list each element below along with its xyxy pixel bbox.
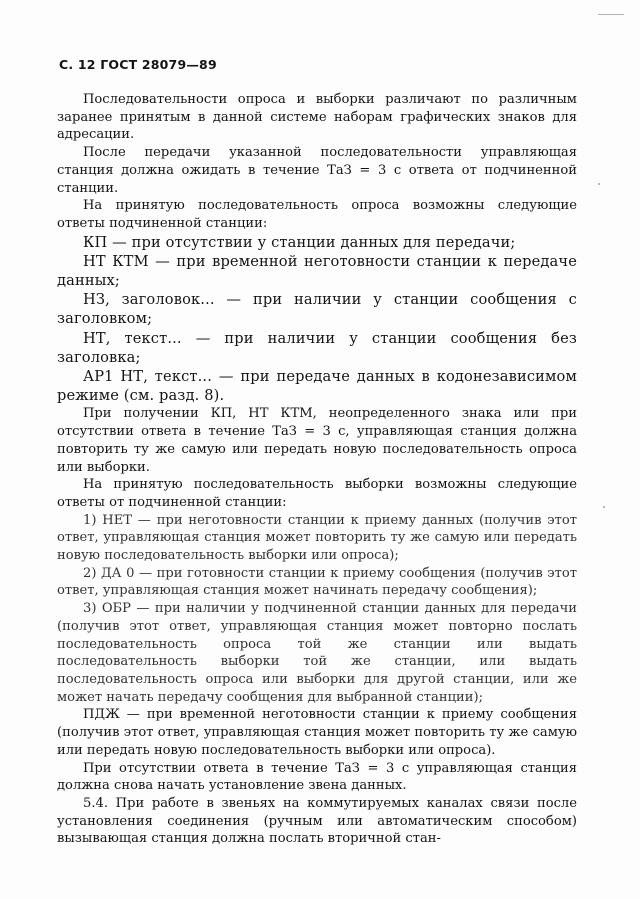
- body-text: [57, 91, 577, 848]
- page-header: С. 12 ГОСТ 28079—89: [59, 57, 217, 72]
- paragraph: 3) ОБР — при наличии у подчиненной станции данных для передачи (получив этот ответ, управляющая станция может повторно послать последовательность опроса той же станции или выдать последовательность выборки той же станции, или выдать последовательность опроса или выборки для другой станции, или же может начать передачу сообщения для выбранной станции);: [57, 601, 577, 705]
- corner-scan-mark: [598, 14, 624, 15]
- paragraph: Последовательности опроса и выборки различают по различным заранее принятым в данной системе наборам графических знаков для адресации.: [57, 92, 577, 143]
- paragraph: КП — при отсутствии у станции данных для передачи;: [83, 233, 516, 251]
- paragraph: НЗ, заголовок... — при наличии у станции сообщения с заголовком;: [57, 291, 577, 328]
- paragraph: ПДЖ — при временной неготовности станции к приему сообщения (получив этот ответ, управляющая станция может повторить ту же самую или передать новую последовательность выборки или опроса).: [57, 707, 577, 758]
- paragraph: На принятую последовательность опроса возможны следующие ответы подчиненной станции:: [57, 198, 577, 231]
- paragraph: 1) НЕТ — при неготовности станции к приему данных (получив этот ответ, управляющая станция может повторить ту же самую или передать новую последовательность выборки или опроса);: [57, 512, 577, 564]
- paragraph: На принятую последовательность выборки возможны следующие ответы от подчиненной станции:: [57, 477, 577, 510]
- paragraph: 2) ДА 0 — при готовности станции к приему сообщения (получив этот ответ, управляющая станция может начинать передачу сообщения);: [57, 565, 577, 599]
- margin-dot: [603, 506, 605, 508]
- margin-dot: [598, 183, 600, 185]
- paragraph: При получении КП, НТ КТМ, неопределенного знака или при отсутствии ответа в течение ТаЗ = 3 с, управляющая станция должна повторить ту же самую или передать новую последовательность опроса или выборки.: [57, 406, 577, 475]
- paragraph: 5.4. При работе в звеньях на коммутируемых каналах связи после установления соединения (ручным или автоматическим способом) вызывающая станция должна послать вторичной стан-: [57, 795, 577, 847]
- paragraph: НТ, текст... — при наличии у станции сообщения без заголовка;: [57, 329, 577, 366]
- paragraph: НТ КТМ — при временной неготовности станции к передаче данных;: [57, 252, 577, 290]
- paragraph: После передачи указанной последовательности управляющая станция должна ожидать в течение ТаЗ = 3 с ответа от подчиненной станции.: [57, 145, 577, 196]
- paragraph: При отсутствии ответа в течение ТаЗ = 3 с управляющая станция должна снова начать установление звена данных.: [57, 760, 577, 794]
- paragraph: АР1 НТ, текст... — при передаче данных в кодонезависимом режиме (см. разд. 8).: [57, 368, 577, 405]
